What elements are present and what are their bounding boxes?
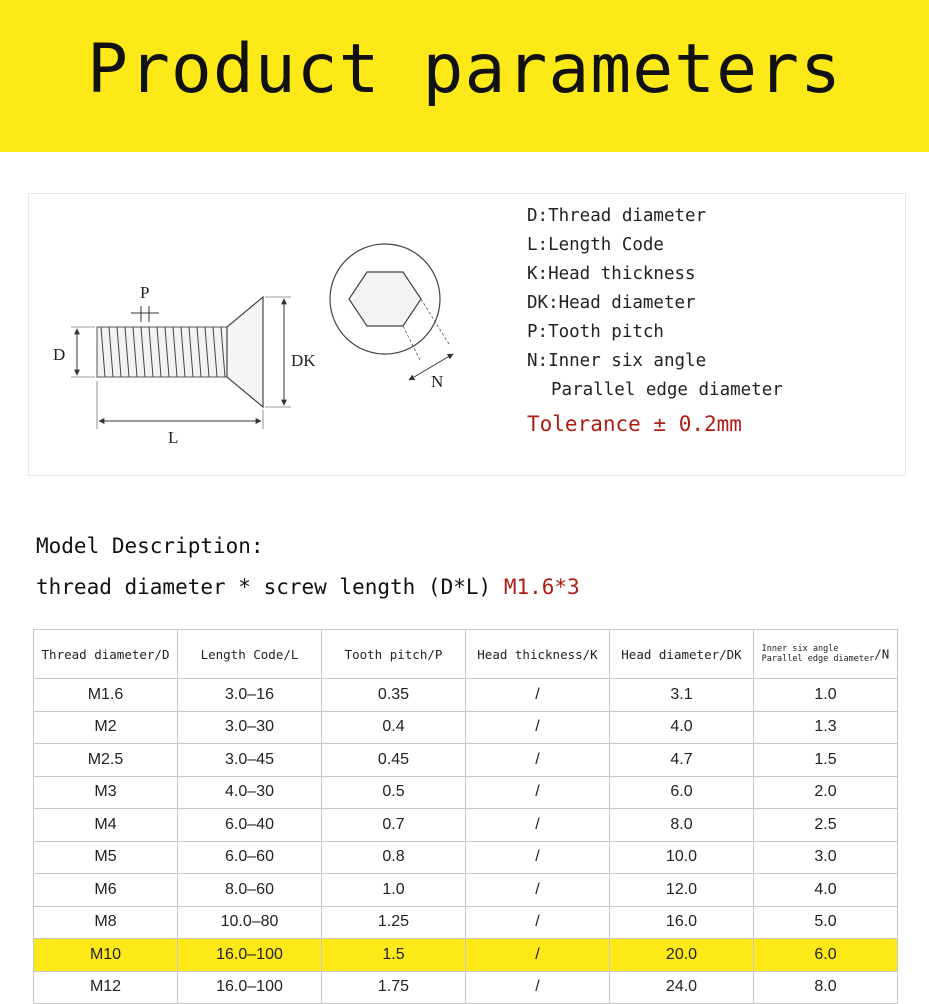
legend-item-n: N:Inner six angle xyxy=(527,351,707,371)
cell-inner-six-angle: 2.5 xyxy=(754,809,898,842)
legend-item-dk: DK:Head diameter xyxy=(527,293,696,313)
cell-length-code: 4.0–30 xyxy=(178,776,322,809)
cell-tooth-pitch: 0.5 xyxy=(322,776,466,809)
cell-length-code: 3.0–16 xyxy=(178,679,322,712)
legend-item-p: P:Tooth pitch xyxy=(527,322,664,342)
table-row xyxy=(34,939,898,972)
cell-inner-six-angle: 3.0 xyxy=(754,841,898,874)
cell-thread-diameter: M10 xyxy=(34,939,178,972)
cell-head-diameter: 12.0 xyxy=(610,874,754,907)
label-d: D xyxy=(53,345,66,364)
cell-head-thickness: / xyxy=(466,776,610,809)
cell-tooth-pitch: 1.5 xyxy=(322,939,466,972)
header-inner-six-angle-label xyxy=(762,644,875,664)
legend-item-l: L:Length Code xyxy=(527,235,664,255)
cell-head-diameter: 24.0 xyxy=(610,971,754,1004)
cell-head-diameter: 6.0 xyxy=(610,776,754,809)
cell-inner-six-angle: 8.0 xyxy=(754,971,898,1004)
cell-head-diameter: 8.0 xyxy=(610,809,754,842)
cell-head-diameter: 3.1 xyxy=(610,679,754,712)
cell-tooth-pitch: 0.4 xyxy=(322,711,466,744)
legend-item-d: D:Thread diameter xyxy=(527,206,707,226)
cell-head-thickness: / xyxy=(466,809,610,842)
cell-inner-six-angle: 1.5 xyxy=(754,744,898,777)
table-row xyxy=(34,776,898,809)
cell-inner-six-angle: 1.0 xyxy=(754,679,898,712)
cell-tooth-pitch: 1.75 xyxy=(322,971,466,1004)
model-description-line xyxy=(36,575,580,599)
cell-length-code: 6.0–40 xyxy=(178,809,322,842)
cell-head-thickness: / xyxy=(466,906,610,939)
header-thread-diameter: Thread diameter/D xyxy=(34,630,178,679)
cell-head-thickness: / xyxy=(466,841,610,874)
cell-tooth-pitch: 1.0 xyxy=(322,874,466,907)
header-head-thickness: Head thickness/K xyxy=(466,630,610,679)
cell-thread-diameter: M12 xyxy=(34,971,178,1004)
cell-length-code: 3.0–30 xyxy=(178,711,322,744)
cell-thread-diameter: M2 xyxy=(34,711,178,744)
cell-thread-diameter: M3 xyxy=(34,776,178,809)
header-inner-suffix: /N xyxy=(874,646,890,662)
cell-head-thickness: / xyxy=(466,711,610,744)
cell-thread-diameter: M1.6 xyxy=(34,679,178,712)
cell-head-diameter: 4.7 xyxy=(610,744,754,777)
spec-table xyxy=(33,629,898,1004)
cell-inner-six-angle: 4.0 xyxy=(754,874,898,907)
header-head-diameter: Head diameter/DK xyxy=(610,630,754,679)
table-row xyxy=(34,906,898,939)
header-length-code: Length Code/L xyxy=(178,630,322,679)
table-row xyxy=(34,679,898,712)
table-row xyxy=(34,744,898,777)
cell-thread-diameter: M5 xyxy=(34,841,178,874)
cell-thread-diameter: M6 xyxy=(34,874,178,907)
cell-head-thickness: / xyxy=(466,679,610,712)
tolerance-note: Tolerance ± 0.2mm xyxy=(527,412,742,436)
table-row xyxy=(34,841,898,874)
header-tooth-pitch: Tooth pitch/P xyxy=(322,630,466,679)
cell-head-diameter: 4.0 xyxy=(610,711,754,744)
cell-head-thickness: / xyxy=(466,971,610,1004)
legend-item-k: K:Head thickness xyxy=(527,264,696,284)
table-body xyxy=(34,679,898,1004)
label-dk: DK xyxy=(291,351,316,370)
cell-length-code: 3.0–45 xyxy=(178,744,322,777)
cell-tooth-pitch: 0.7 xyxy=(322,809,466,842)
header-inner-line2: Parallel edge diameter xyxy=(761,654,875,664)
cell-length-code: 6.0–60 xyxy=(178,841,322,874)
title-banner xyxy=(0,0,929,152)
table-header-row xyxy=(34,630,898,679)
parameter-legend xyxy=(527,202,783,405)
cell-length-code: 16.0–100 xyxy=(178,971,322,1004)
cell-tooth-pitch: 1.25 xyxy=(322,906,466,939)
legend-item-n-cont: Parallel edge diameter xyxy=(551,380,783,400)
table-row xyxy=(34,971,898,1004)
cell-head-diameter: 16.0 xyxy=(610,906,754,939)
cell-length-code: 16.0–100 xyxy=(178,939,322,972)
model-example: M1.6*3 xyxy=(503,575,580,599)
cell-tooth-pitch: 0.45 xyxy=(322,744,466,777)
cell-inner-six-angle: 1.3 xyxy=(754,711,898,744)
screw-shank xyxy=(97,327,227,377)
cell-tooth-pitch: 0.35 xyxy=(322,679,466,712)
header-inner-six-angle xyxy=(754,630,898,679)
screw-head xyxy=(227,297,263,407)
cell-inner-six-angle: 2.0 xyxy=(754,776,898,809)
cell-head-diameter: 10.0 xyxy=(610,841,754,874)
label-l: L xyxy=(168,428,179,447)
label-n: N xyxy=(431,372,444,391)
model-description-title: Model Description: xyxy=(36,534,264,558)
table-row xyxy=(34,711,898,744)
label-p: P xyxy=(140,283,150,302)
cell-length-code: 10.0–80 xyxy=(178,906,322,939)
cell-thread-diameter: M8 xyxy=(34,906,178,939)
cell-head-thickness: / xyxy=(466,939,610,972)
cell-tooth-pitch: 0.8 xyxy=(322,841,466,874)
model-formula: thread diameter * screw length (D*L) xyxy=(36,575,492,599)
cell-thread-diameter: M2.5 xyxy=(34,744,178,777)
cell-head-thickness: / xyxy=(466,744,610,777)
table-row xyxy=(34,874,898,907)
table-row xyxy=(34,809,898,842)
cell-inner-six-angle: 5.0 xyxy=(754,906,898,939)
page-title: Product parameters xyxy=(87,30,842,109)
cell-head-diameter: 20.0 xyxy=(610,939,754,972)
cell-inner-six-angle: 6.0 xyxy=(754,939,898,972)
header-inner-line1: Inner six angle xyxy=(761,644,839,654)
cell-length-code: 8.0–60 xyxy=(178,874,322,907)
cell-head-thickness: / xyxy=(466,874,610,907)
cell-thread-diameter: M4 xyxy=(34,809,178,842)
